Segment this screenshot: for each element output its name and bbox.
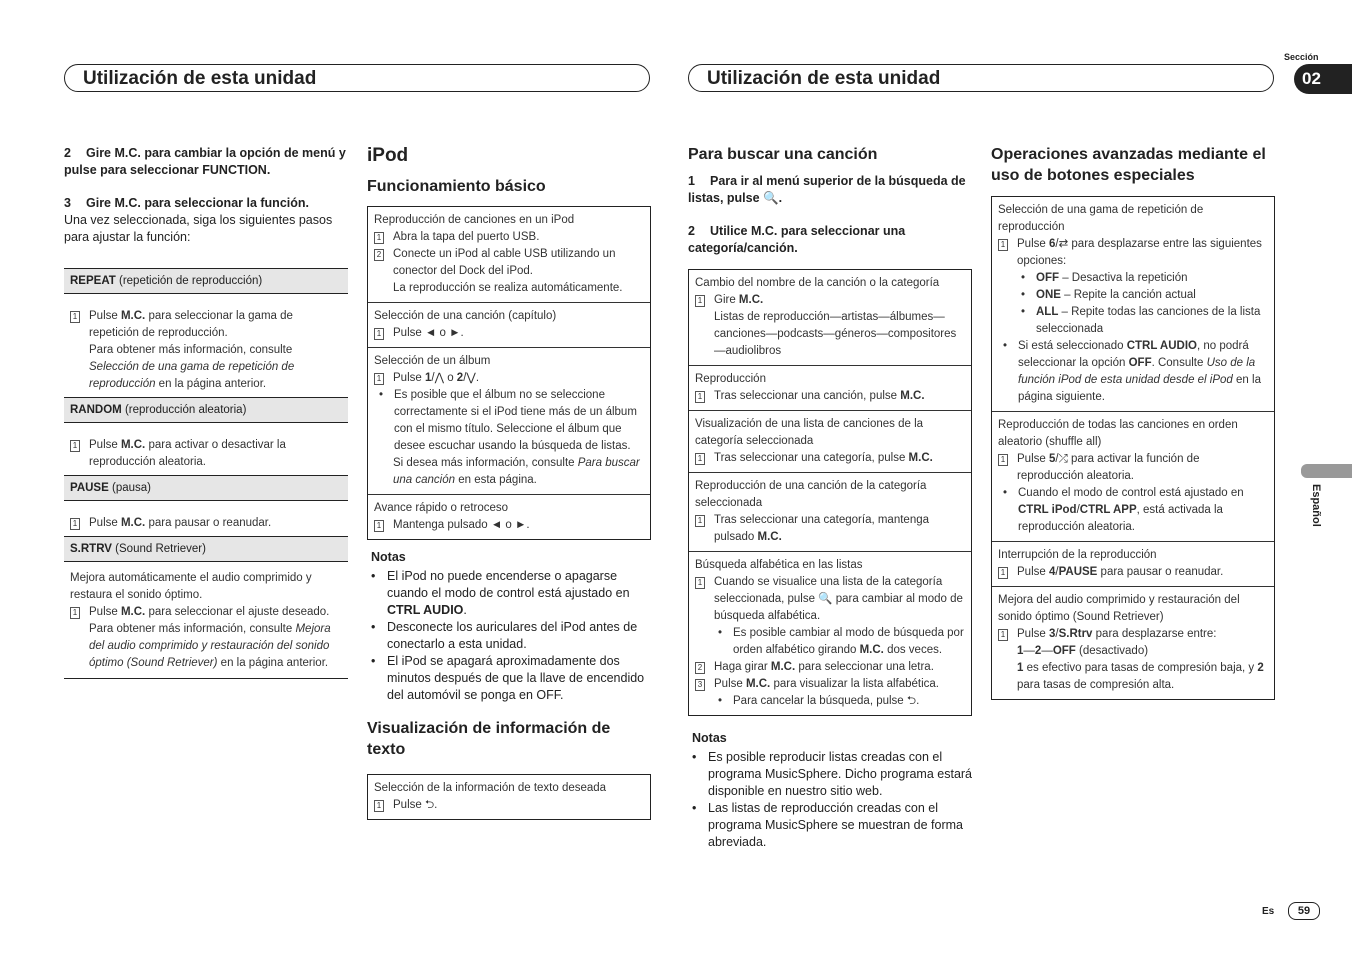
note-item: • Las listas de reproducción creadas con el programa MusicSphere se muestran de forma abreviada. — [688, 800, 972, 851]
column-4 — [991, 144, 1275, 700]
right-header: Utilización de esta unidad — [688, 64, 1274, 92]
notes-heading: Notas — [371, 550, 406, 564]
step-3-text: Una vez seleccionada, siga los siguientes pasos para ajustar la función: — [64, 213, 333, 244]
step-2: 2 Gire M.C. para cambiar la opción de menú y pulse para seleccionar FUNCTION. — [64, 146, 346, 177]
pause-desc: 1 Pulse M.C. para pausar o reanudar. — [64, 511, 348, 536]
page-number: 59 — [1288, 902, 1320, 920]
ipod-title: iPod — [367, 145, 409, 166]
text-info-heading: Visualización de información de texto — [367, 720, 611, 758]
note-item: • El iPod se apagará aproximadamente dos minutos después de que la llave de encendido del automóvil se ponga en OFF. — [367, 653, 651, 704]
step-marker: 1 — [70, 440, 80, 452]
language-label: Español — [1310, 484, 1322, 527]
left-header: Utilización de esta unidad — [64, 64, 650, 92]
section-label: Sección — [1284, 52, 1319, 62]
basic-table: Reproducción de canciones en un iPod 1 Abra la tapa del puerto USB. 2 Conecte un iPod al cable USB utilizando un conector del Dock del iPod. La reproducción se realiza automáticamente. Selección de una canción (capítulo) 1 Pulse ◄ o ►. Selección de un álbum 1 Pulse 1/⋀ o 2/⋁. • Es posible que el álbum no se seleccione correctamente si el iPod tiene más de un álbum con el mismo título. Seleccione el álbum que desee escuchar usando la búsqueda de listas. Si desea más información, consulte Para buscar una canción en esta página. Avance rápido o retroceso 1 Mantenga pulsado ◄ o ►. — [367, 206, 651, 540]
column-1 — [64, 145, 348, 679]
note-item: • El iPod no puede encenderse o apagarse cuando el modo de control está ajustado en CTRL AUDIO. — [367, 568, 651, 619]
repeat-desc: 1 Pulse M.C. para seleccionar la gama de repetición de reproducción. Para obtener más información, consulte Selección de una gama de repetición de reproducción en la página anterior. — [64, 304, 348, 397]
notes-heading: Notas — [692, 731, 727, 745]
search-table: Cambio del nombre de la canción o la categoría 1 Gire M.C. Listas de reproducción—artistas—álbumes—canciones—podcasts—géneros—compositores—audiolibros Reproducción 1 Tras seleccionar una canción, pulse M.C. Visualización de una lista de canciones de la categoría seleccionada 1 Tras seleccionar una categoría, pulse M.C. Reproducción de una canción de la categoría seleccionada 1 Tras seleccionar una categoría, mantenga pulsado M.C. Búsqueda alfabética en las listas 1 Cuando se visualice una lista de la categoría seleccionada, pulse 🔍 para cambiar al modo de búsqueda alfabética. • Es posible cambiar al modo de búsqueda por orden alfabético girando M.C. dos veces. 2 Haga girar M.C. para seleccionar una letra. 3 Pulse M.C. para visualizar la lista alfabética. • Para cancelar la búsqueda, pulse ⮌. — [688, 269, 972, 716]
search-heading: Para buscar una canción — [688, 146, 878, 163]
srtrv-bar: S.RTRV (Sound Retriever) — [64, 536, 348, 562]
step-marker: 1 — [70, 518, 80, 530]
random-bar: RANDOM (reproducción aleatoria) — [64, 397, 348, 423]
repeat-bar: REPEAT (repetición de reproducción) — [64, 268, 348, 294]
text-info-table: Selección de la información de texto deseada 1 Pulse ⮌. — [367, 774, 651, 820]
note-item: • Es posible reproducir listas creadas con el programa MusicSphere. Dicho programa estará disponible en nuestro sitio web. — [688, 749, 972, 800]
column-3 — [688, 144, 972, 851]
column-2 — [367, 144, 651, 820]
advanced-table: Selección de una gama de repetición de reproducción 1 Pulse 6/⇄ para desplazarse entre las siguientes opciones: • OFF – Desactiva la repetición • ONE – Repite la canción actual • ALL – Repite todas las canciones de la lista seleccionada • Si está seleccionado CTRL AUDIO, no podrá seleccionar la opción OFF. Consulte Uso de la función iPod de esta unidad desde el iPod en la página siguiente. Reproducción de todas las canciones en orden aleatorio (shuffle all) 1 Pulse 5/⤮ para activar la función de reproducción aleatoria. • Cuando el modo de control está ajustado en CTRL iPod/CTRL APP, está activada la reproducción aleatoria. Interrupción de la reproducción 1 Pulse 4/PAUSE para pausar o reanudar. Mejora del audio comprimido y restauración del sonido óptimo (Sound Retriever) 1 Pulse 3/S.Rtrv para desplazarse entre: 1—2—OFF (desactivado) 1 es efectivo para tasas de compresión baja, y 2 para tasas de compresión alta. — [991, 196, 1275, 700]
pause-bar: PAUSE (pausa) — [64, 475, 348, 501]
random-desc: 1 Pulse M.C. para activar o desactivar la reproducción aleatoria. — [64, 433, 348, 475]
search-step-1: 1 Para ir al menú superior de la búsqueda de listas, pulse 🔍. — [688, 174, 966, 205]
step-marker: 1 — [70, 311, 80, 323]
search-step-2: 2 Utilice M.C. para seleccionar una categoría/canción. — [688, 224, 906, 255]
step-3: 3 Gire M.C. para seleccionar la función. — [64, 196, 309, 210]
srtrv-desc: Mejora automáticamente el audio comprimido y restaura el sonido óptimo. 1 Pulse M.C. para seleccionar el ajuste deseado. Para obtener más información, consulte Mejora del audio comprimido y restauración del sonido óptimo (Sound Retriever) en la página anterior. — [64, 566, 348, 679]
language-tab — [1301, 464, 1352, 478]
advanced-heading: Operaciones avanzadas mediante el uso de botones especiales — [991, 146, 1266, 184]
step-marker: 1 — [70, 607, 80, 619]
section-number: 02 — [1294, 64, 1352, 94]
basic-heading: Funcionamiento básico — [367, 178, 546, 195]
lang-code: Es — [1262, 906, 1275, 917]
note-item: • Desconecte los auriculares del iPod antes de conectarlo a esta unidad. — [367, 619, 651, 653]
